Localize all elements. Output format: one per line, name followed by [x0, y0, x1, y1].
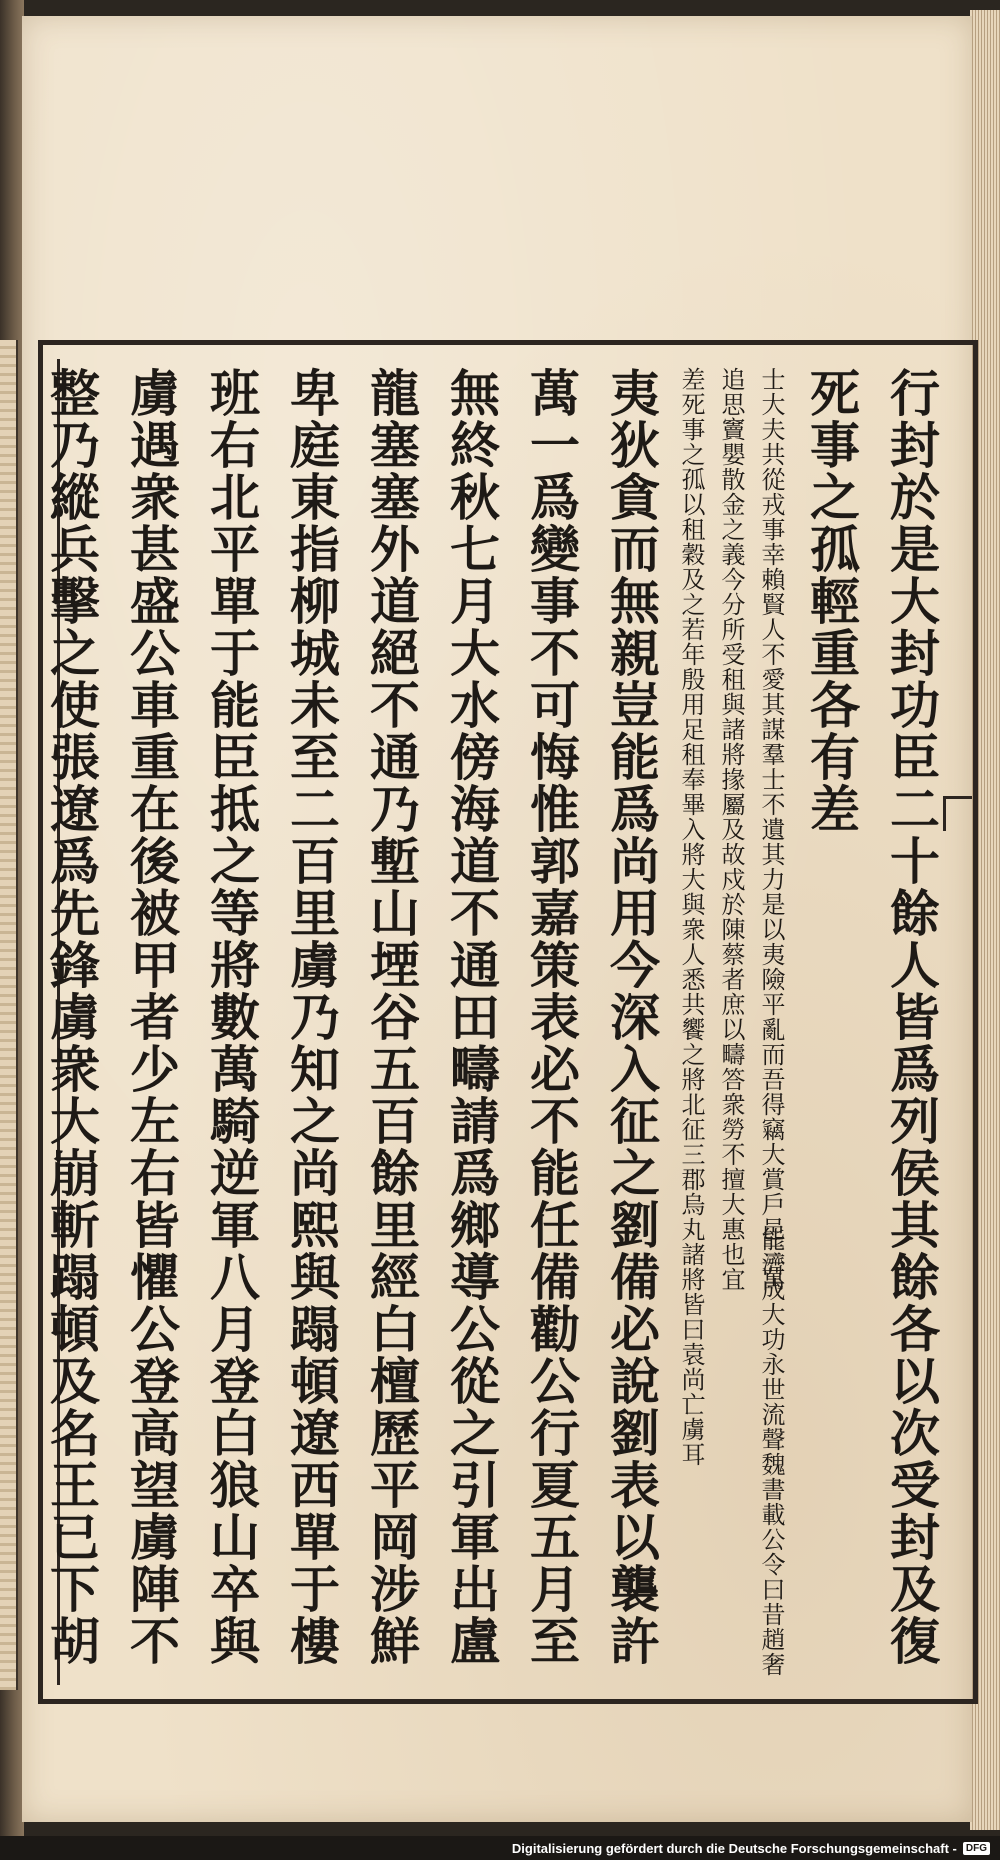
annotation-column-1: 士大夫共從戎事幸賴賢人不愛其謀羣士不遺其力是以夷險平亂而吾得竊大賞戶邑三萬 — [757, 367, 785, 1292]
text-column-7: 萬一爲變事不可悔惟郭嘉策表必不能任備勸公行夏五月至 — [522, 367, 581, 1667]
footer-bar — [0, 1836, 1000, 1860]
text-column-11: 班右北平單于能臣抵之等將數萬騎逆軍八月登白狼山卒與 — [202, 367, 261, 1667]
text-frame — [38, 340, 978, 1704]
text-frame-inner — [42, 359, 965, 1685]
text-column-1: 行封於是大封功臣二十餘人皆爲列侯其餘各以次受封及復 — [882, 367, 941, 1667]
dfg-logo-icon: DFG — [963, 1842, 990, 1855]
column-2-annotation — [751, 367, 791, 1677]
column-2-main-text: 死事之孤輕重各有差 — [802, 367, 861, 835]
digitization-credit — [506, 1839, 996, 1858]
margin-mark — [943, 796, 972, 831]
left-page-fold — [0, 340, 18, 1690]
text-column-10: 卑庭東指柳城未至二百里虜乃知之尚熙與蹋頓遼西單于樓 — [282, 367, 341, 1667]
annotation-line-2: 能濟成大功永世流聲 — [757, 1227, 785, 1452]
text-column-6: 夷狄貪而無親豈能爲尚用今深入征之劉備必說劉表以襲許 — [602, 367, 661, 1667]
annotation-column-2: 追思竇嬰散金之義今分所受租與諸將掾屬及故戍於陳蔡者庶以疇答衆勞不擅大惠也宜 — [717, 367, 745, 1292]
book-page — [22, 16, 972, 1822]
annotation-line-1: 魏書載公令曰昔趙奢 — [757, 1452, 785, 1677]
credit-text: Digitalisierung gefördert durch die Deutsche Forschungsgemeinschaft - — [511, 1841, 957, 1856]
annotation-column-3: 差死事之孤以租穀及之若年殷用足租奉畢入將大與衆人悉共饗之將北征三郡烏丸諸將皆曰袁尚亡虜耳 — [677, 367, 705, 1467]
text-columns — [42, 367, 951, 1677]
text-column-13: 整乃縱兵擊之使張遼爲先鋒虜衆大崩斬蹋頓及名王已下胡 — [42, 367, 101, 1667]
text-column-12: 虜遇衆甚盛公車重在後被甲者少左右皆懼公登高望虜陣不 — [122, 367, 181, 1667]
text-column-8: 無終秋七月大水傍海道不通田疇請爲鄉導公從之引軍出盧 — [442, 367, 501, 1667]
text-column-9: 龍塞塞外道絕不通乃塹山堙谷五百餘里經白檀歷平岡涉鮮 — [362, 367, 421, 1667]
